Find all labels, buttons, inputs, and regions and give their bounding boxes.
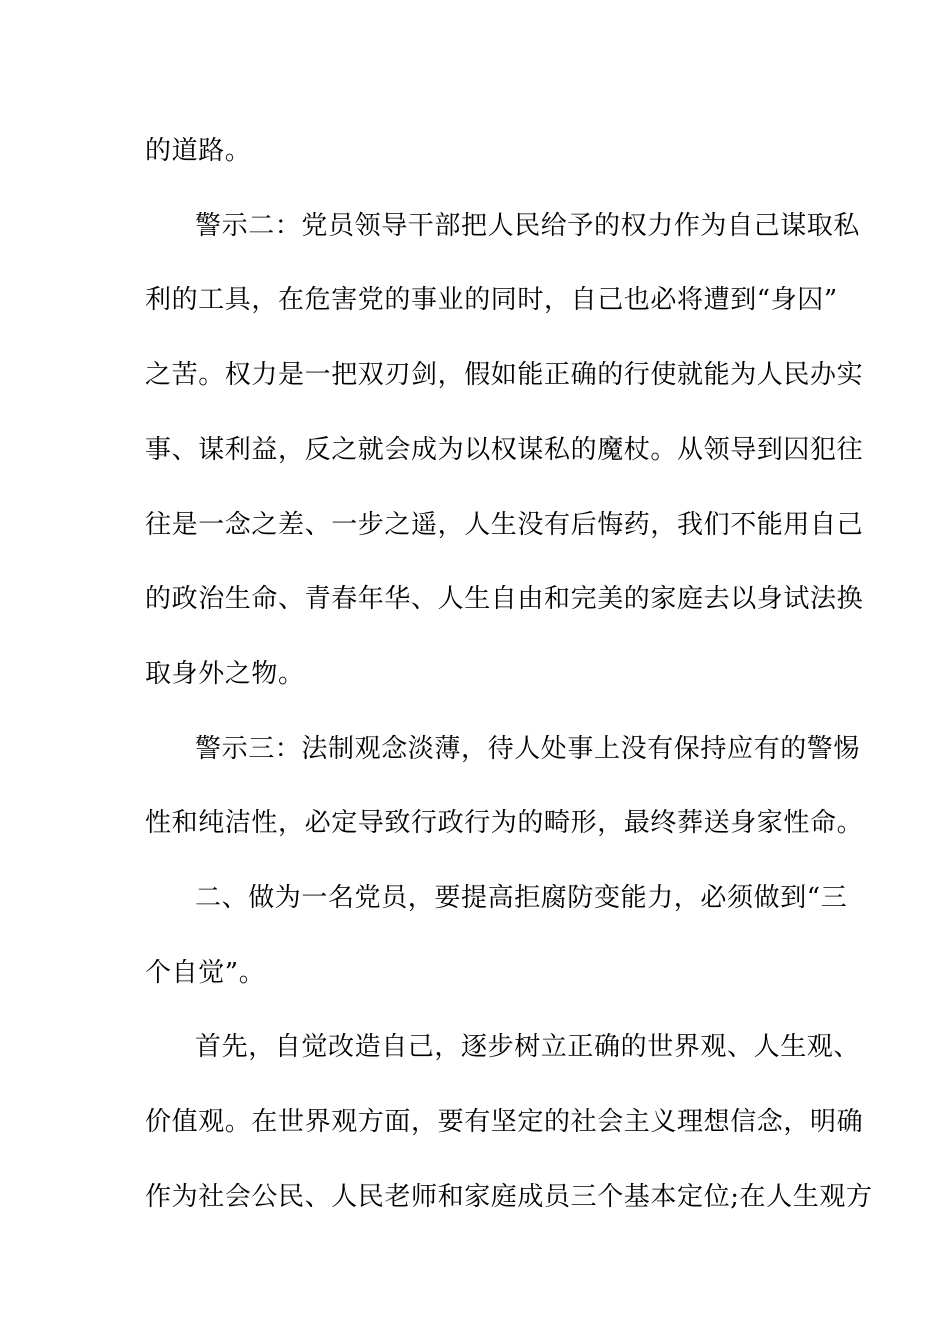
text-line: 作为社会公民、人民老师和家庭成员三个基本定位;在人生观方 xyxy=(145,1182,873,1212)
text-line: 往是一念之差、一步之遥，人生没有后悔药，我们不能用自己 xyxy=(145,510,864,540)
text-line: 性和纯洁性，必定导致行政行为的畸形，最终葬送身家性命。 xyxy=(145,808,864,838)
paragraph-start-line: 首先，自觉改造自己，逐步树立正确的世界观、人生观、 xyxy=(195,1032,861,1062)
paragraph-start-line: 二、做为一名党员，要提高拒腐防变能力，必须做到“三 xyxy=(195,883,848,913)
text-line: 取身外之物。 xyxy=(145,659,305,689)
text-line: 之苦。权力是一把双刃剑，假如能正确的行使就能为人民办实 xyxy=(145,360,864,390)
text-line: 的道路。 xyxy=(145,136,252,166)
paragraph-start-line: 警示三：法制观念淡薄，待人处事上没有保持应有的警惕 xyxy=(195,734,861,764)
paragraph-start-line: 警示二：党员领导干部把人民给予的权力作为自己谋取私 xyxy=(195,211,861,241)
text-line: 利的工具，在危害党的事业的同时，自己也必将遭到“身囚” xyxy=(145,285,838,315)
text-line: 的政治生命、青春年华、人生自由和完美的家庭去以身试法换 xyxy=(145,584,864,614)
text-line: 事、谋利益，反之就会成为以权谋私的魔杖。从领导到囚犯往 xyxy=(145,435,864,465)
text-line: 价值观。在世界观方面，要有坚定的社会主义理想信念，明确 xyxy=(145,1107,864,1137)
text-line: 个自觉”。 xyxy=(145,958,266,988)
